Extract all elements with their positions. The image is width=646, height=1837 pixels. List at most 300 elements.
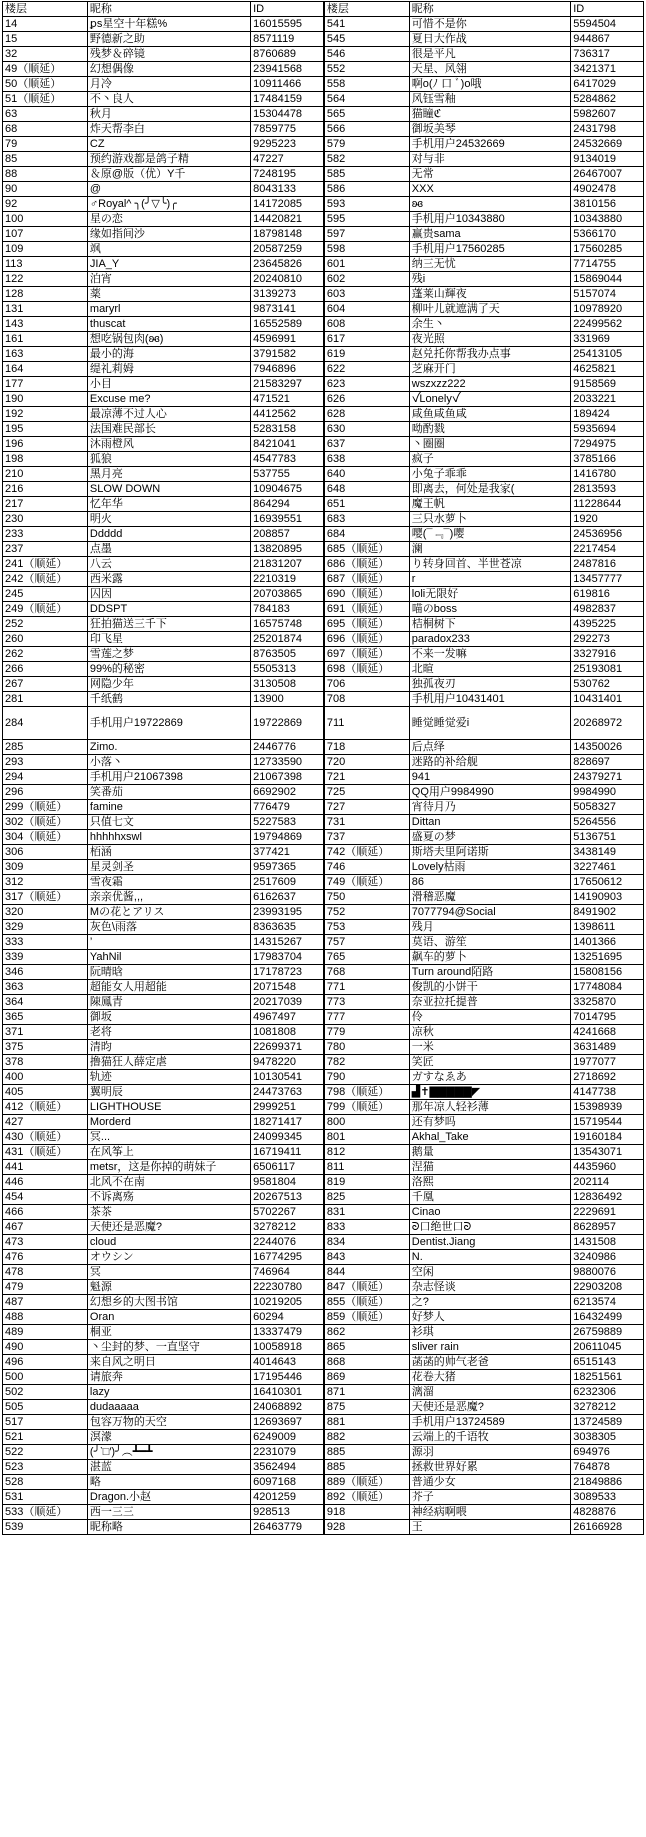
cell-floor-right: 875: [324, 1400, 409, 1415]
table-row: [3, 1370, 644, 1385]
cell-floor-left: 299（顺延）: [3, 800, 88, 815]
cell-nickname-left: dudaaaaa: [87, 1400, 250, 1415]
cell-floor-right: 545: [324, 32, 409, 47]
cell-floor-right: 630: [324, 422, 409, 437]
cell-nickname-left: 茶茶: [87, 1205, 250, 1220]
cell-floor-left: 454: [3, 1190, 88, 1205]
table-row: [3, 122, 644, 137]
cell-nickname-right: 夜光照: [409, 332, 570, 347]
cell-floor-left: 284: [3, 707, 88, 740]
cell-nickname-left: 泊宵: [87, 272, 250, 287]
cell-floor-left: 15: [3, 32, 88, 47]
cell-nickname-right: 还有梦吗: [409, 1115, 570, 1130]
cell-nickname-right: 盛夏の梦: [409, 830, 570, 845]
cell-id-right: 17560285: [571, 242, 644, 257]
cell-floor-right: 928: [324, 1520, 409, 1535]
cell-id-right: 10343880: [571, 212, 644, 227]
table-row: [3, 407, 644, 422]
cell-floor-left: 306: [3, 845, 88, 860]
cell-nickname-right: 空闲: [409, 1265, 570, 1280]
cell-floor-right: 865: [324, 1340, 409, 1355]
cell-floor-right: 885: [324, 1460, 409, 1475]
cell-id-left: 20267513: [251, 1190, 324, 1205]
cell-floor-right: 746: [324, 860, 409, 875]
cell-nickname-left: 桐亚: [87, 1325, 250, 1340]
table-row: [3, 242, 644, 257]
cell-nickname-right: 奈亚拉托提普: [409, 995, 570, 1010]
cell-nickname-right: 御坂美琴: [409, 122, 570, 137]
cell-nickname-right: 不来一发嘛: [409, 647, 570, 662]
cell-id-right: 14190903: [571, 890, 644, 905]
cell-floor-left: 489: [3, 1325, 88, 1340]
cell-id-right: 3421371: [571, 62, 644, 77]
cell-id-left: 22699371: [251, 1040, 324, 1055]
cell-id-right: 22499562: [571, 317, 644, 332]
cell-nickname-right: loli无限好: [409, 587, 570, 602]
cell-id-right: 5982607: [571, 107, 644, 122]
cell-floor-right: 855（顺延）: [324, 1295, 409, 1310]
cell-floor-left: 430（顺延）: [3, 1130, 88, 1145]
table-row: [3, 1295, 644, 1310]
cell-id-left: 10911466: [251, 77, 324, 92]
cell-nickname-right: r: [409, 572, 570, 587]
cell-id-right: 4147738: [571, 1085, 644, 1100]
table-row: [3, 272, 644, 287]
cell-floor-left: 312: [3, 875, 88, 890]
table-row: [3, 1145, 644, 1160]
cell-nickname-right: 无常: [409, 167, 570, 182]
table-row: [3, 617, 644, 632]
cell-nickname-left: 点墨: [87, 542, 250, 557]
cell-floor-left: 49（顺延）: [3, 62, 88, 77]
table-row: [3, 317, 644, 332]
table-row: [3, 785, 644, 800]
cell-id-left: 784183: [251, 602, 324, 617]
cell-nickname-left: 请旅奔: [87, 1370, 250, 1385]
cell-nickname-left: 天使还是恶魔?: [87, 1220, 250, 1235]
cell-id-left: 9873141: [251, 302, 324, 317]
cell-floor-right: 753: [324, 920, 409, 935]
table-row: [3, 107, 644, 122]
cell-nickname-left: YahNil: [87, 950, 250, 965]
cell-floor-right: 882: [324, 1430, 409, 1445]
cell-floor-right: 558: [324, 77, 409, 92]
cell-id-left: 3562494: [251, 1460, 324, 1475]
table-row: [3, 1340, 644, 1355]
table-row: [3, 800, 644, 815]
cell-nickname-left: famine: [87, 800, 250, 815]
cell-nickname-right: paradox233: [409, 632, 570, 647]
cell-floor-left: 490: [3, 1340, 88, 1355]
cell-nickname-left: 西一三三: [87, 1505, 250, 1520]
cell-nickname-left: metsr，这是你掉的萌妹子: [87, 1160, 250, 1175]
cell-id-left: 2071548: [251, 980, 324, 995]
table-row: [3, 1400, 644, 1415]
cell-nickname-right: 花卷大猪: [409, 1370, 570, 1385]
cell-id-left: 14420821: [251, 212, 324, 227]
cell-id-right: 7294975: [571, 437, 644, 452]
table-row: [3, 1415, 644, 1430]
cell-nickname-left: 昵称略: [87, 1520, 250, 1535]
cell-nickname-right: 941: [409, 770, 570, 785]
cell-nickname-right: 赢贵sama: [409, 227, 570, 242]
cell-nickname-right: 三只水萝卜: [409, 512, 570, 527]
cell-floor-right: 651: [324, 497, 409, 512]
cell-id-left: 7248195: [251, 167, 324, 182]
cell-floor-right: 617: [324, 332, 409, 347]
cell-nickname-right: 7077794@Social: [409, 905, 570, 920]
cell-floor-right: 881: [324, 1415, 409, 1430]
table-row: [3, 860, 644, 875]
cell-floor-right: 918: [324, 1505, 409, 1520]
cell-id-right: 736317: [571, 47, 644, 62]
cell-id-right: 17748084: [571, 980, 644, 995]
cell-nickname-left: 北风不在南: [87, 1175, 250, 1190]
table-row: [3, 1205, 644, 1220]
cell-nickname-left: 冥: [87, 1265, 250, 1280]
cell-nickname-left: 法国难民部长: [87, 422, 250, 437]
cell-nickname-left: 溟濛: [87, 1430, 250, 1445]
cell-id-right: 5366170: [571, 227, 644, 242]
cell-nickname-left: 略: [87, 1475, 250, 1490]
table-row: [3, 1130, 644, 1145]
table-row: [3, 587, 644, 602]
cell-floor-right: 597: [324, 227, 409, 242]
cell-floor-right: 698（顺延）: [324, 662, 409, 677]
cell-id-left: 10130541: [251, 1070, 324, 1085]
cell-floor-right: 598: [324, 242, 409, 257]
cell-nickname-right: り转身回首、半世苍凉: [409, 557, 570, 572]
cell-id-left: 9581804: [251, 1175, 324, 1190]
cell-nickname-left: ꝑs星空十年糕%: [87, 17, 250, 32]
cell-nickname-left: 残梦＆碎镜: [87, 47, 250, 62]
cell-nickname-left: 撸猫狂人薛定虐: [87, 1055, 250, 1070]
cell-nickname-left: SLOW DOWN: [87, 482, 250, 497]
cell-floor-left: 441: [3, 1160, 88, 1175]
cell-nickname-right: Turn around陌路: [409, 965, 570, 980]
table-row: [3, 1475, 644, 1490]
cell-nickname-right: 猫瞳ℭ: [409, 107, 570, 122]
table-row: [3, 467, 644, 482]
lottery-winners-table: [2, 1, 644, 1535]
cell-id-right: 25193081: [571, 662, 644, 677]
cell-id-left: 7859775: [251, 122, 324, 137]
cell-id-right: 14350026: [571, 740, 644, 755]
cell-id-right: 3810156: [571, 197, 644, 212]
cell-nickname-right: 莫语、游笙: [409, 935, 570, 950]
cell-nickname-left: LIGHTHOUSE: [87, 1100, 250, 1115]
cell-floor-left: 131: [3, 302, 88, 317]
cell-nickname-left: オウシン: [87, 1250, 250, 1265]
cell-floor-left: 505: [3, 1400, 88, 1415]
cell-floor-right: 843: [324, 1250, 409, 1265]
cell-nickname-right: 迷路的补给舰: [409, 755, 570, 770]
cell-floor-right: 750: [324, 890, 409, 905]
cell-id-right: 202114: [571, 1175, 644, 1190]
table-row: [3, 755, 644, 770]
cell-id-right: 3089533: [571, 1490, 644, 1505]
cell-floor-left: 32: [3, 47, 88, 62]
cell-id-left: 2244076: [251, 1235, 324, 1250]
cell-floor-right: 731: [324, 815, 409, 830]
table-row: [3, 1325, 644, 1340]
cell-floor-left: 431（顺延）: [3, 1145, 88, 1160]
cell-id-left: 928513: [251, 1505, 324, 1520]
cell-floor-left: 320: [3, 905, 88, 920]
cell-nickname-left: 网隐少年: [87, 677, 250, 692]
header-row: [3, 2, 644, 17]
cell-nickname-left: thuscat: [87, 317, 250, 332]
cell-id-left: 26463779: [251, 1520, 324, 1535]
cell-floor-right: 601: [324, 257, 409, 272]
cell-floor-right: 619: [324, 347, 409, 362]
cell-floor-right: 798（顺延）: [324, 1085, 409, 1100]
cell-id-left: 864294: [251, 497, 324, 512]
cell-id-right: 19160184: [571, 1130, 644, 1145]
cell-nickname-right: 纳三无忧: [409, 257, 570, 272]
cell-floor-right: 844: [324, 1265, 409, 1280]
cell-floor-left: 285: [3, 740, 88, 755]
cell-id-left: 18271417: [251, 1115, 324, 1130]
cell-floor-left: 266: [3, 662, 88, 677]
cell-floor-right: 603: [324, 287, 409, 302]
cell-floor-right: 765: [324, 950, 409, 965]
cell-nickname-left: CZ: [87, 137, 250, 152]
table-row: [3, 257, 644, 272]
cell-floor-left: 487: [3, 1295, 88, 1310]
cell-id-left: 6162637: [251, 890, 324, 905]
cell-nickname-right: 芝麻开门: [409, 362, 570, 377]
cell-id-left: 12693697: [251, 1415, 324, 1430]
cell-id-right: 22903208: [571, 1280, 644, 1295]
cell-id-right: 4435960: [571, 1160, 644, 1175]
cell-id-right: 15808156: [571, 965, 644, 980]
table-row: [3, 1490, 644, 1505]
cell-floor-left: 517: [3, 1415, 88, 1430]
cell-nickname-left: 小落丶: [87, 755, 250, 770]
cell-floor-right: 708: [324, 692, 409, 707]
cell-id-right: 764878: [571, 1460, 644, 1475]
cell-nickname-right: 赵兑托你帮我办点事: [409, 347, 570, 362]
cell-floor-right: 628: [324, 407, 409, 422]
table-row: [3, 1235, 644, 1250]
cell-id-left: 12733590: [251, 755, 324, 770]
cell-id-left: 377421: [251, 845, 324, 860]
cell-floor-left: 79: [3, 137, 88, 152]
cell-floor-left: 339: [3, 950, 88, 965]
cell-nickname-right: 蓬莱山輝夜: [409, 287, 570, 302]
cell-id-left: 13337479: [251, 1325, 324, 1340]
cell-floor-right: 638: [324, 452, 409, 467]
cell-nickname-right: 手机用户10343880: [409, 212, 570, 227]
table-row: [3, 77, 644, 92]
cell-nickname-right: 即离去，何处是我家(: [409, 482, 570, 497]
cell-floor-left: 190: [3, 392, 88, 407]
cell-floor-left: 210: [3, 467, 88, 482]
cell-id-right: 3227461: [571, 860, 644, 875]
cell-floor-right: 819: [324, 1175, 409, 1190]
cell-nickname-right: 风钰雪釉: [409, 92, 570, 107]
cell-floor-left: 230: [3, 512, 88, 527]
cell-id-right: 10431401: [571, 692, 644, 707]
cell-floor-right: 564: [324, 92, 409, 107]
table-row: [3, 1265, 644, 1280]
cell-id-right: 694976: [571, 1445, 644, 1460]
cell-nickname-right: 云端上的千语牧: [409, 1430, 570, 1445]
cell-id-right: 3631489: [571, 1040, 644, 1055]
cell-nickname-right: 神经病啊喂: [409, 1505, 570, 1520]
cell-id-left: 8571119: [251, 32, 324, 47]
cell-floor-right: 691（顺延）: [324, 602, 409, 617]
cell-id-left: 4412562: [251, 407, 324, 422]
cell-nickname-left: hhhhhxswl: [87, 830, 250, 845]
cell-id-left: 7946896: [251, 362, 324, 377]
cell-nickname-right: 对与非: [409, 152, 570, 167]
table-row: [3, 965, 644, 980]
cell-id-right: 3785166: [571, 452, 644, 467]
cell-floor-left: 329: [3, 920, 88, 935]
table-row: [3, 197, 644, 212]
cell-id-left: 17178723: [251, 965, 324, 980]
cell-floor-right: 541: [324, 17, 409, 32]
table-row: [3, 302, 644, 317]
cell-nickname-left: 不丶良人: [87, 92, 250, 107]
cell-id-left: 746964: [251, 1265, 324, 1280]
table-row: [3, 677, 644, 692]
cell-id-left: 60294: [251, 1310, 324, 1325]
cell-floor-left: 309: [3, 860, 88, 875]
cell-id-right: 5264556: [571, 815, 644, 830]
cell-id-right: 4828876: [571, 1505, 644, 1520]
cell-nickname-right: 余生丶: [409, 317, 570, 332]
cell-nickname-left: 栢涵: [87, 845, 250, 860]
table-row: [3, 770, 644, 785]
cell-id-right: 7014795: [571, 1010, 644, 1025]
cell-nickname-right: 魔王帆: [409, 497, 570, 512]
cell-nickname-right: XXX: [409, 182, 570, 197]
cell-nickname-left: 幻想乡的大图书馆: [87, 1295, 250, 1310]
cell-nickname-right: ▟✝▇▇▇▇▇◤: [409, 1085, 570, 1100]
cell-id-right: 21849886: [571, 1475, 644, 1490]
cell-floor-left: 237: [3, 542, 88, 557]
cell-nickname-left: Zimo.: [87, 740, 250, 755]
cell-nickname-right: 桔桐树下: [409, 617, 570, 632]
cell-id-right: 7714755: [571, 257, 644, 272]
cell-floor-left: 260: [3, 632, 88, 647]
table-row: [3, 1070, 644, 1085]
cell-floor-left: 522: [3, 1445, 88, 1460]
cell-floor-right: 777: [324, 1010, 409, 1025]
cell-id-left: 6097168: [251, 1475, 324, 1490]
cell-id-left: 6692902: [251, 785, 324, 800]
table-row: [3, 662, 644, 677]
table-row: [3, 497, 644, 512]
cell-id-right: 12836492: [571, 1190, 644, 1205]
cell-nickname-left: 亲亲优酱,,,: [87, 890, 250, 905]
cell-floor-right: 637: [324, 437, 409, 452]
cell-floor-left: 333: [3, 935, 88, 950]
table-row: [3, 950, 644, 965]
cell-floor-left: 262: [3, 647, 88, 662]
cell-nickname-right: 王: [409, 1520, 570, 1535]
cell-floor-right: 695（顺延）: [324, 617, 409, 632]
cell-floor-left: 412（顺延）: [3, 1100, 88, 1115]
cell-id-left: 4014643: [251, 1355, 324, 1370]
cell-floor-left: 217: [3, 497, 88, 512]
cell-id-left: 9478220: [251, 1055, 324, 1070]
table-row: [3, 1025, 644, 1040]
cell-id-left: 18798148: [251, 227, 324, 242]
cell-nickname-right: 源羽: [409, 1445, 570, 1460]
table-row: [3, 1430, 644, 1445]
cell-id-right: 619816: [571, 587, 644, 602]
cell-id-left: 8421041: [251, 437, 324, 452]
cell-floor-left: 365: [3, 1010, 88, 1025]
cell-floor-left: 122: [3, 272, 88, 287]
cell-id-right: 10978920: [571, 302, 644, 317]
cell-id-left: 9597365: [251, 860, 324, 875]
cell-floor-left: 233: [3, 527, 88, 542]
cell-nickname-left: 雪夜霜: [87, 875, 250, 890]
cell-floor-left: 163: [3, 347, 88, 362]
cell-nickname-left: 丶尘封的梦、一直坚守: [87, 1340, 250, 1355]
header-id-left: ID: [251, 2, 324, 17]
cell-nickname-right: 一米: [409, 1040, 570, 1055]
cell-floor-left: 198: [3, 452, 88, 467]
table-row: [3, 1250, 644, 1265]
cell-id-right: 6213574: [571, 1295, 644, 1310]
cell-id-left: 2231079: [251, 1445, 324, 1460]
cell-floor-right: 582: [324, 152, 409, 167]
cell-floor-right: 859（顺延）: [324, 1310, 409, 1325]
cell-floor-left: 128: [3, 287, 88, 302]
cell-nickname-right: 好梦人: [409, 1310, 570, 1325]
cell-nickname-right: 独孤夜刃: [409, 677, 570, 692]
cell-id-right: 26467007: [571, 167, 644, 182]
cell-id-right: 2813593: [571, 482, 644, 497]
cell-id-left: 5227583: [251, 815, 324, 830]
table-row: [3, 1310, 644, 1325]
cell-id-left: 208857: [251, 527, 324, 542]
cell-id-right: 26759889: [571, 1325, 644, 1340]
cell-nickname-right: Dentist.Jiang: [409, 1235, 570, 1250]
table-row: [3, 647, 644, 662]
cell-id-left: 3791582: [251, 347, 324, 362]
table-row: [3, 62, 644, 77]
cell-floor-right: 720: [324, 755, 409, 770]
cell-floor-left: 113: [3, 257, 88, 272]
cell-floor-left: 68: [3, 122, 88, 137]
cell-id-right: 24379271: [571, 770, 644, 785]
cell-nickname-right: 手机用户13724589: [409, 1415, 570, 1430]
cell-nickname-left: 超能女人用超能: [87, 980, 250, 995]
cell-floor-left: 378: [3, 1055, 88, 1070]
cell-floor-right: 623: [324, 377, 409, 392]
cell-nickname-left: 飒: [87, 242, 250, 257]
cell-id-left: 13820895: [251, 542, 324, 557]
cell-id-left: 3278212: [251, 1220, 324, 1235]
cell-id-left: 16575748: [251, 617, 324, 632]
cell-floor-left: 302（顺延）: [3, 815, 88, 830]
cell-id-right: 6232306: [571, 1385, 644, 1400]
table-row: [3, 1115, 644, 1130]
cell-id-left: 19794869: [251, 830, 324, 845]
cell-nickname-left: cloud: [87, 1235, 250, 1250]
table-row: [3, 377, 644, 392]
cell-nickname-left: Mの花とアリス: [87, 905, 250, 920]
cell-floor-right: 593: [324, 197, 409, 212]
cell-nickname-right: 喵のboss: [409, 602, 570, 617]
